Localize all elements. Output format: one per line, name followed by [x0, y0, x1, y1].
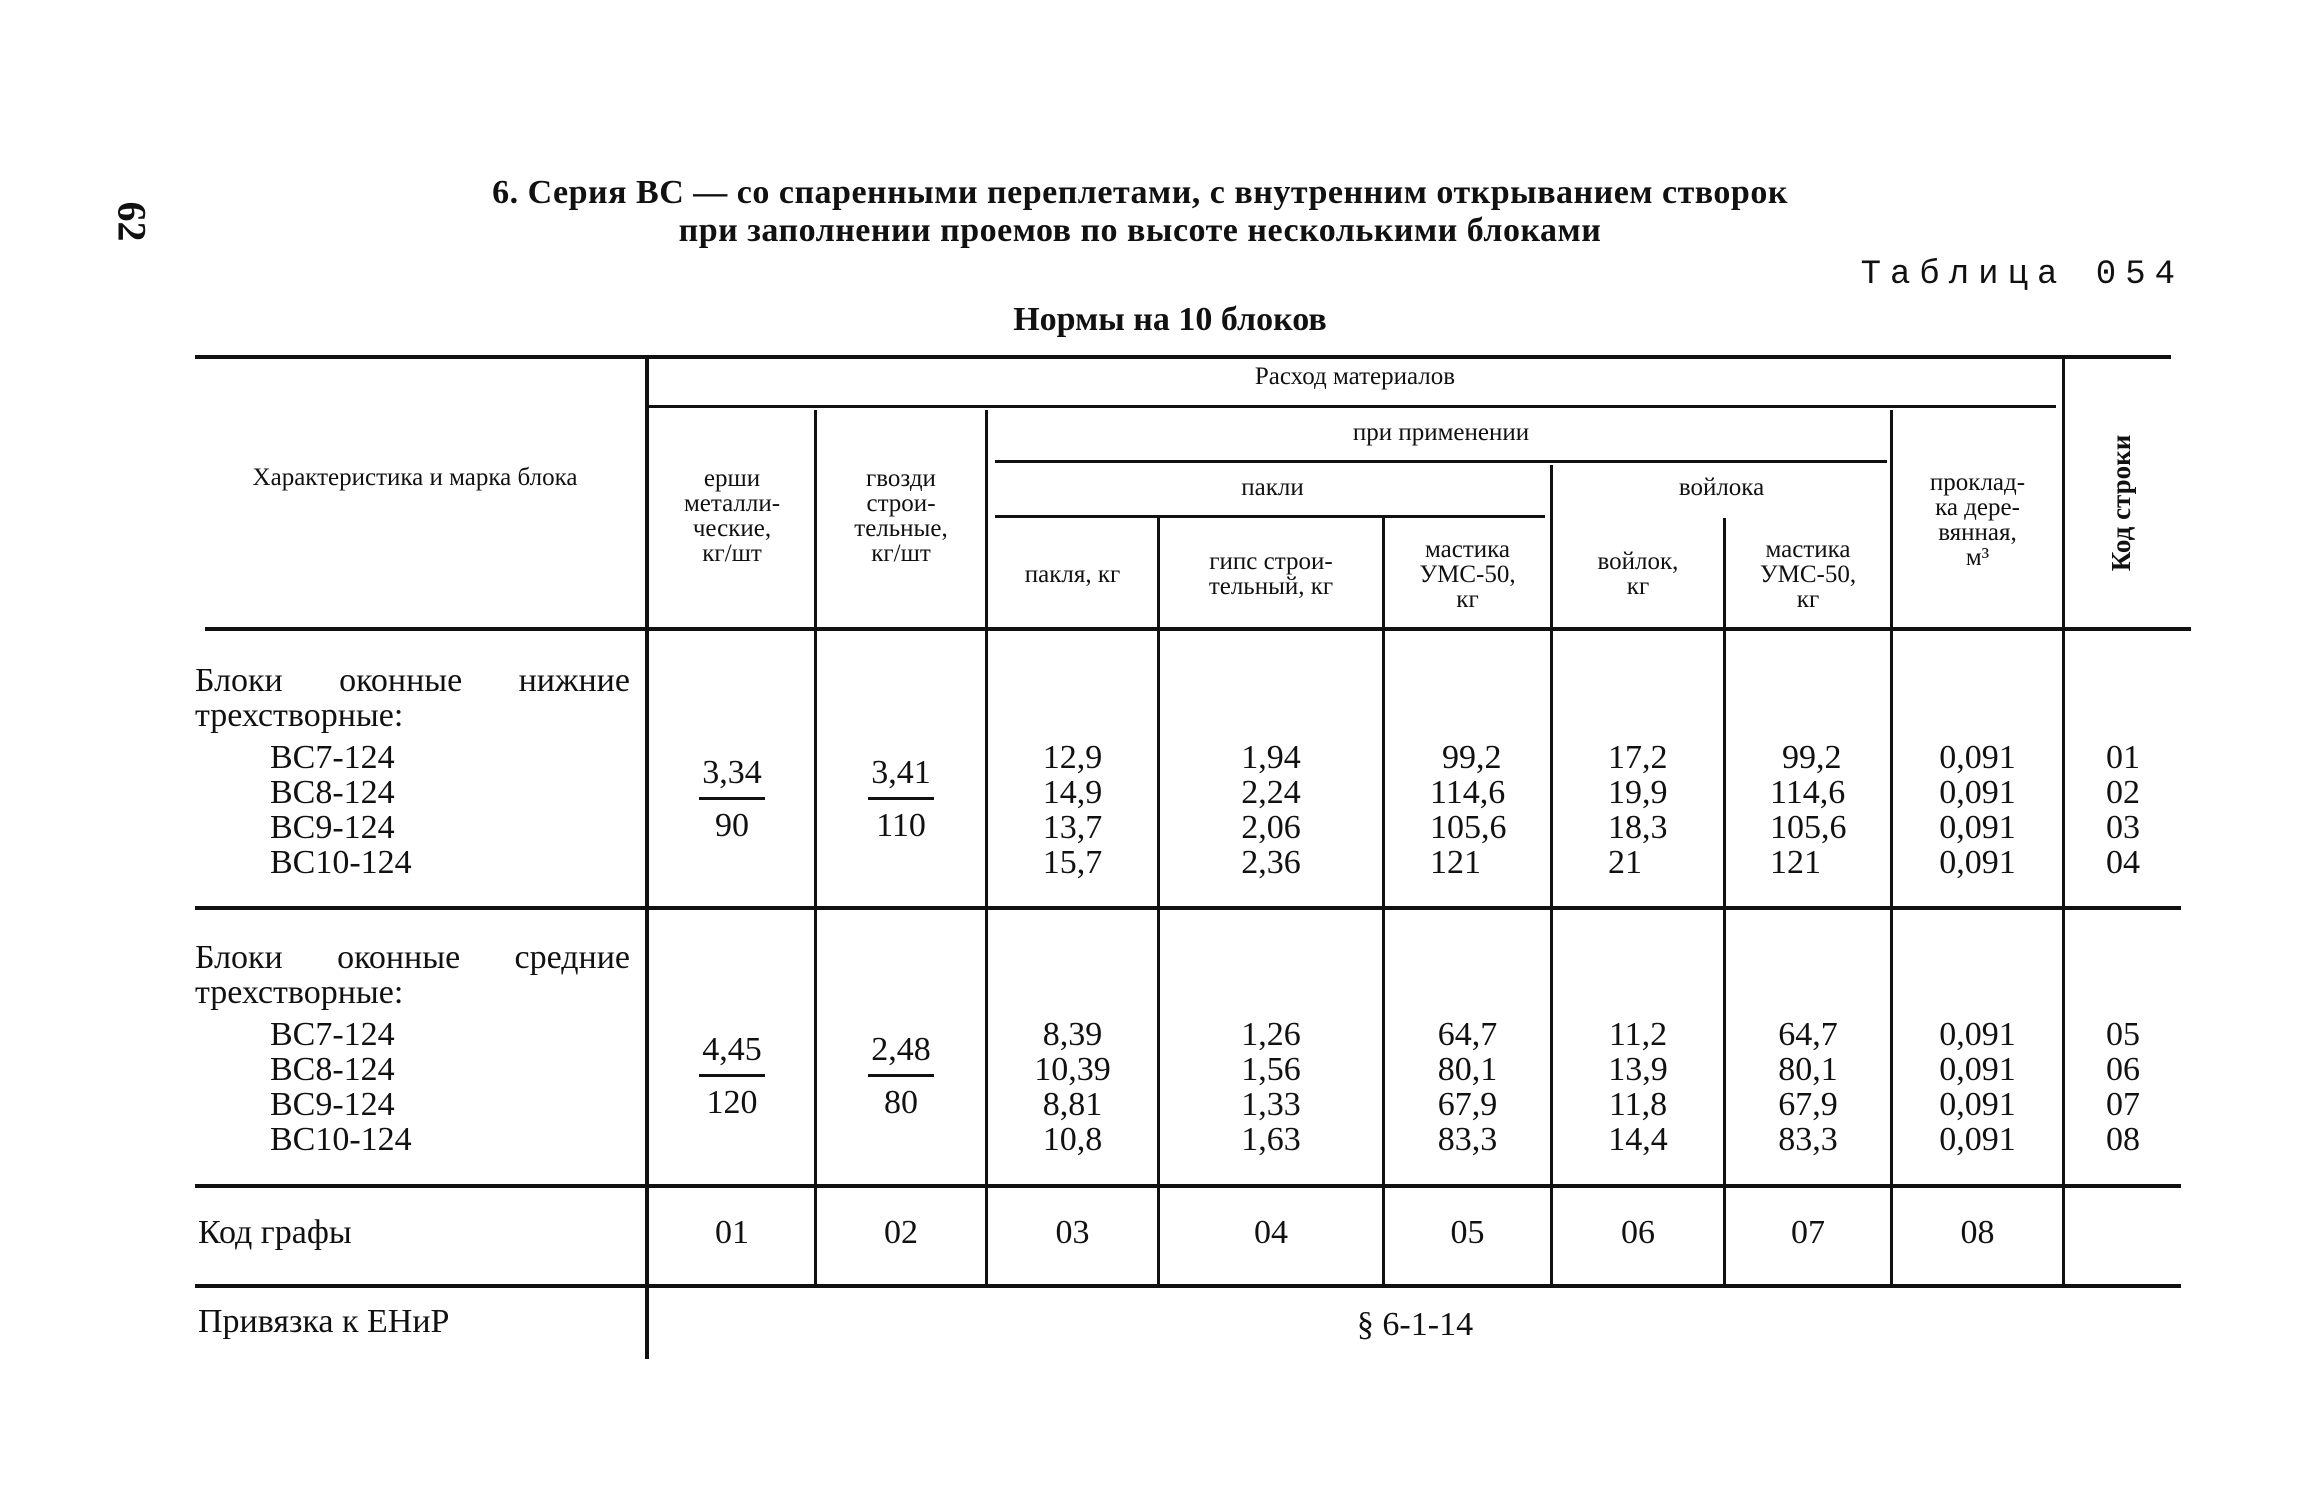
mark: ВС7-124 — [270, 739, 395, 776]
value-cell: 2,36 — [1241, 844, 1301, 881]
row-code: 05 — [2106, 1016, 2140, 1053]
value-cell: 0,091 — [1939, 1016, 2016, 1053]
value-cell: 10,39 — [1034, 1051, 1111, 1088]
value-cell: 0,091 — [1939, 774, 2016, 811]
header-nails-l4: кг/шт — [871, 540, 931, 567]
title-line-1: 6. Серия ВС — со спаренными переплетами, с внутренним открыванием створок — [492, 174, 1788, 211]
column-code: 04 — [1254, 1214, 1288, 1251]
mark: ВС8-124 — [270, 774, 395, 811]
header-nails — [817, 466, 985, 566]
header-material-consumption — [650, 364, 2060, 389]
row-code: 01 — [2106, 739, 2140, 776]
value-cell: 14,9 — [1042, 774, 1103, 811]
value-cell: 64,7 — [1778, 1016, 1838, 1053]
group-1-mastika-1 — [1430, 740, 1525, 880]
header-nails-l3: тельные, — [854, 515, 948, 542]
value-cell: 99,2 — [1442, 739, 1502, 776]
header-wood-pad-l2: ка дере- — [1935, 494, 2020, 521]
header-gips-l2: тельный, кг — [1208, 573, 1334, 600]
vrule-main — [645, 355, 649, 1359]
value-cell: 0,091 — [1939, 1121, 2016, 1158]
value-cell: 1,63 — [1241, 1121, 1301, 1158]
value-cell: 14,4 — [1608, 1121, 1668, 1158]
header-gips-l1: гипс строи- — [1209, 548, 1333, 575]
mark: ВС9-124 — [270, 809, 395, 846]
value-cell: 17,2 — [1608, 739, 1668, 776]
header-wood-pad-l3: вянная, — [1938, 519, 2017, 546]
value-cell: 18,3 — [1608, 809, 1668, 846]
header-mastika-1-l3: кг — [1456, 586, 1479, 613]
fraction-bar — [699, 797, 765, 800]
group-1-nails — [817, 755, 985, 844]
value-cell: 13,7 — [1042, 809, 1103, 846]
value-cell: 1,56 — [1241, 1051, 1301, 1088]
header-ershi-l3: ческие, — [692, 515, 772, 542]
value-cell: 105,6 — [1430, 809, 1507, 846]
value-cell: 99,2 — [1782, 739, 1842, 776]
value-cell: 1,94 — [1241, 739, 1301, 776]
header-voiloka — [1553, 475, 1890, 500]
value-cell: 114,6 — [1770, 774, 1846, 811]
code-row-label: Код графы — [198, 1214, 352, 1251]
binding-row-label: Привязка к ЕНиР — [198, 1303, 450, 1340]
value-cell: 67,9 — [1437, 1086, 1498, 1123]
row-code: 08 — [2106, 1121, 2140, 1158]
value-cell: 105,6 — [1770, 809, 1847, 846]
header-mastika-2 — [1726, 537, 1890, 612]
column-code: 08 — [1960, 1214, 1995, 1251]
group-2-codes — [2065, 1017, 2181, 1157]
vrule-pakla — [1157, 518, 1160, 1284]
value-cell: 0,091 — [1939, 1086, 2016, 1123]
header-mastika-2-l1: мастика — [1765, 536, 1851, 563]
value-cell: 0,091 — [1939, 844, 2016, 881]
value-cell: 2,06 — [1241, 809, 1301, 846]
header-when-using — [995, 420, 1887, 445]
header-voilok-kg — [1553, 549, 1723, 599]
table-top-rule — [195, 355, 2171, 359]
header-characteristic — [225, 465, 605, 490]
group-2-name-word-3: средние — [514, 939, 630, 976]
table-label: Таблица 054 — [1860, 256, 2184, 294]
value-cell: 121 — [1430, 844, 1481, 881]
value-cell: 114,6 — [1430, 774, 1506, 811]
value-cell: 80,1 — [1778, 1051, 1838, 1088]
value-cell: 0,091 — [1939, 1051, 2016, 1088]
group-1-name-word-3: нижние — [518, 662, 630, 699]
row-code: 03 — [2106, 809, 2140, 846]
group-1-mastika-2 — [1770, 740, 1870, 880]
group-2-bottom-rule — [195, 1184, 2181, 1188]
group-1-voilok — [1608, 740, 1703, 880]
header-characteristic-text: Характеристика и марка блока — [252, 464, 578, 491]
group-2-ershi-numerator: 4,45 — [702, 1031, 762, 1068]
header-mastika-2-l3: кг — [1796, 586, 1820, 613]
value-cell: 8,39 — [1042, 1016, 1103, 1053]
value-cell: 83,3 — [1778, 1121, 1838, 1158]
group-1-gips — [1160, 740, 1382, 880]
column-code: 03 — [1055, 1214, 1090, 1251]
group-1-marks — [270, 740, 570, 880]
header-pakli-text: пакли — [1241, 474, 1304, 501]
value-cell: 19,9 — [1608, 774, 1668, 811]
column-code: 05 — [1450, 1214, 1485, 1251]
group-2-gips — [1160, 1017, 1382, 1157]
column-code: 07 — [1791, 1214, 1825, 1251]
value-cell: 11,2 — [1608, 1016, 1668, 1053]
group-1-ershi-denominator: 90 — [715, 807, 749, 844]
header-rule-1 — [648, 405, 2056, 408]
value-cell: 21 — [1608, 844, 1642, 881]
row-code: 07 — [2106, 1086, 2140, 1123]
group-2-name-word-2: оконные — [337, 939, 461, 976]
header-bottom-rule — [205, 627, 2191, 631]
group-2-name — [195, 940, 630, 1010]
group-2-name-word-1: Блоки — [195, 939, 283, 976]
group-2-pakla — [988, 1017, 1157, 1157]
header-ershi-l2: металли- — [683, 490, 781, 517]
value-cell: 15,7 — [1042, 844, 1103, 881]
value-cell: 2,24 — [1241, 774, 1301, 811]
header-pakli — [995, 475, 1550, 500]
group-2-marks — [270, 1017, 570, 1157]
header-nails-l2: строи- — [866, 490, 936, 517]
vrule-voilok — [1723, 518, 1726, 1284]
group-1-name-line-1 — [195, 663, 630, 698]
value-cell: 0,091 — [1939, 809, 2016, 846]
mark: ВС7-124 — [270, 1016, 395, 1053]
column-code: 02 — [884, 1214, 918, 1251]
group-2-nails — [817, 1032, 985, 1121]
header-pakla-kg — [988, 562, 1157, 587]
value-cell: 13,9 — [1608, 1051, 1668, 1088]
value-cell: 0,091 — [1939, 739, 2016, 776]
title-line-2: при заполнении проемов по высоте несколькими блоками — [678, 212, 1602, 249]
header-mastika-1-l1: мастика — [1424, 536, 1510, 563]
header-voilok-kg-l1: войлок, — [1597, 548, 1679, 575]
fraction-bar — [699, 1074, 765, 1077]
header-nails-l1: гвозди — [866, 465, 936, 492]
group-1-name-word-2: оконные — [339, 662, 463, 699]
vrule-gips — [1382, 518, 1385, 1284]
value-cell: 83,3 — [1437, 1121, 1498, 1158]
group-2-voilok — [1553, 1017, 1723, 1157]
header-mastika-1 — [1385, 537, 1550, 612]
value-cell: 11,8 — [1608, 1086, 1668, 1123]
header-rule-3 — [995, 515, 1545, 518]
group-1-pakla — [988, 740, 1157, 880]
header-wood-pad-l4: м³ — [1965, 544, 1990, 571]
mark: ВС9-124 — [270, 1086, 395, 1123]
value-cell: 80,1 — [1437, 1051, 1498, 1088]
column-code: 06 — [1621, 1214, 1655, 1251]
header-mastika-1-l2: УМС-50, — [1419, 561, 1516, 588]
value-cell: 121 — [1770, 844, 1821, 881]
fraction-bar — [868, 797, 934, 800]
norms-title: Нормы на 10 блоков — [1013, 301, 1327, 338]
group-2-ershi — [650, 1032, 814, 1121]
group-1-wood — [1893, 740, 2062, 880]
header-material-consumption-text: Расход материалов — [1254, 363, 1456, 390]
header-voiloka-text: войлока — [1678, 474, 1765, 501]
header-ershi-l1: ерши — [703, 465, 761, 492]
group-2-mastika-1 — [1385, 1017, 1550, 1157]
group-1-name-line-2: трехстворные: — [195, 697, 404, 734]
group-2-nails-numerator: 2,48 — [871, 1031, 931, 1068]
header-ershi-l4: кг/шт — [702, 540, 762, 567]
group-1-ershi-numerator: 3,34 — [702, 754, 762, 791]
group-2-ershi-denominator: 120 — [706, 1084, 758, 1121]
group-1-ershi — [650, 755, 814, 844]
group-2-wood — [1893, 1017, 2062, 1157]
header-wood-pad — [1893, 470, 2062, 570]
value-cell: 64,7 — [1437, 1016, 1498, 1053]
group-1-bottom-rule — [195, 906, 2181, 910]
page-title — [300, 174, 1980, 250]
mark: ВС8-124 — [270, 1051, 395, 1088]
group-1-nails-denominator: 110 — [876, 807, 926, 844]
value-cell: 1,33 — [1241, 1086, 1301, 1123]
header-ershi — [650, 466, 814, 566]
group-2-mastika-2 — [1726, 1017, 1890, 1157]
row-code: 02 — [2106, 774, 2140, 811]
page-number: 62 — [109, 201, 155, 242]
mark: ВС10-124 — [270, 844, 412, 881]
header-row-code: Код строки — [2106, 434, 2136, 572]
row-code: 06 — [2106, 1051, 2140, 1088]
header-gips — [1160, 549, 1382, 599]
group-2-name-line-1 — [195, 940, 630, 975]
mark: ВС10-124 — [270, 1121, 412, 1158]
header-mastika-2-l2: УМС-50, — [1759, 561, 1857, 588]
header-voilok-kg-l2: кг — [1626, 573, 1650, 600]
code-row-bottom-rule — [195, 1284, 2181, 1288]
group-1-name-word-1: Блоки — [195, 662, 283, 699]
group-1-nails-numerator: 3,41 — [871, 754, 931, 791]
value-cell: 1,26 — [1241, 1016, 1301, 1053]
header-pakla-kg-text: пакля, кг — [1024, 561, 1121, 588]
binding-row-value: § 6-1-14 — [1356, 1306, 1474, 1343]
header-wood-pad-l1: проклад- — [1929, 469, 2026, 496]
group-2-nails-denominator: 80 — [884, 1084, 918, 1121]
group-1-name — [195, 663, 630, 733]
value-cell: 8,81 — [1042, 1086, 1103, 1123]
row-code: 04 — [2106, 844, 2140, 881]
value-cell: 10,8 — [1042, 1121, 1103, 1158]
group-2-name-line-2: трехстворные: — [195, 974, 404, 1011]
header-when-using-text: при применении — [1352, 419, 1530, 446]
value-cell: 12,9 — [1042, 739, 1103, 776]
column-code: 01 — [715, 1214, 749, 1251]
fraction-bar — [868, 1074, 934, 1077]
header-rule-2 — [995, 460, 1887, 463]
group-1-codes — [2065, 740, 2181, 880]
value-cell: 67,9 — [1778, 1086, 1838, 1123]
